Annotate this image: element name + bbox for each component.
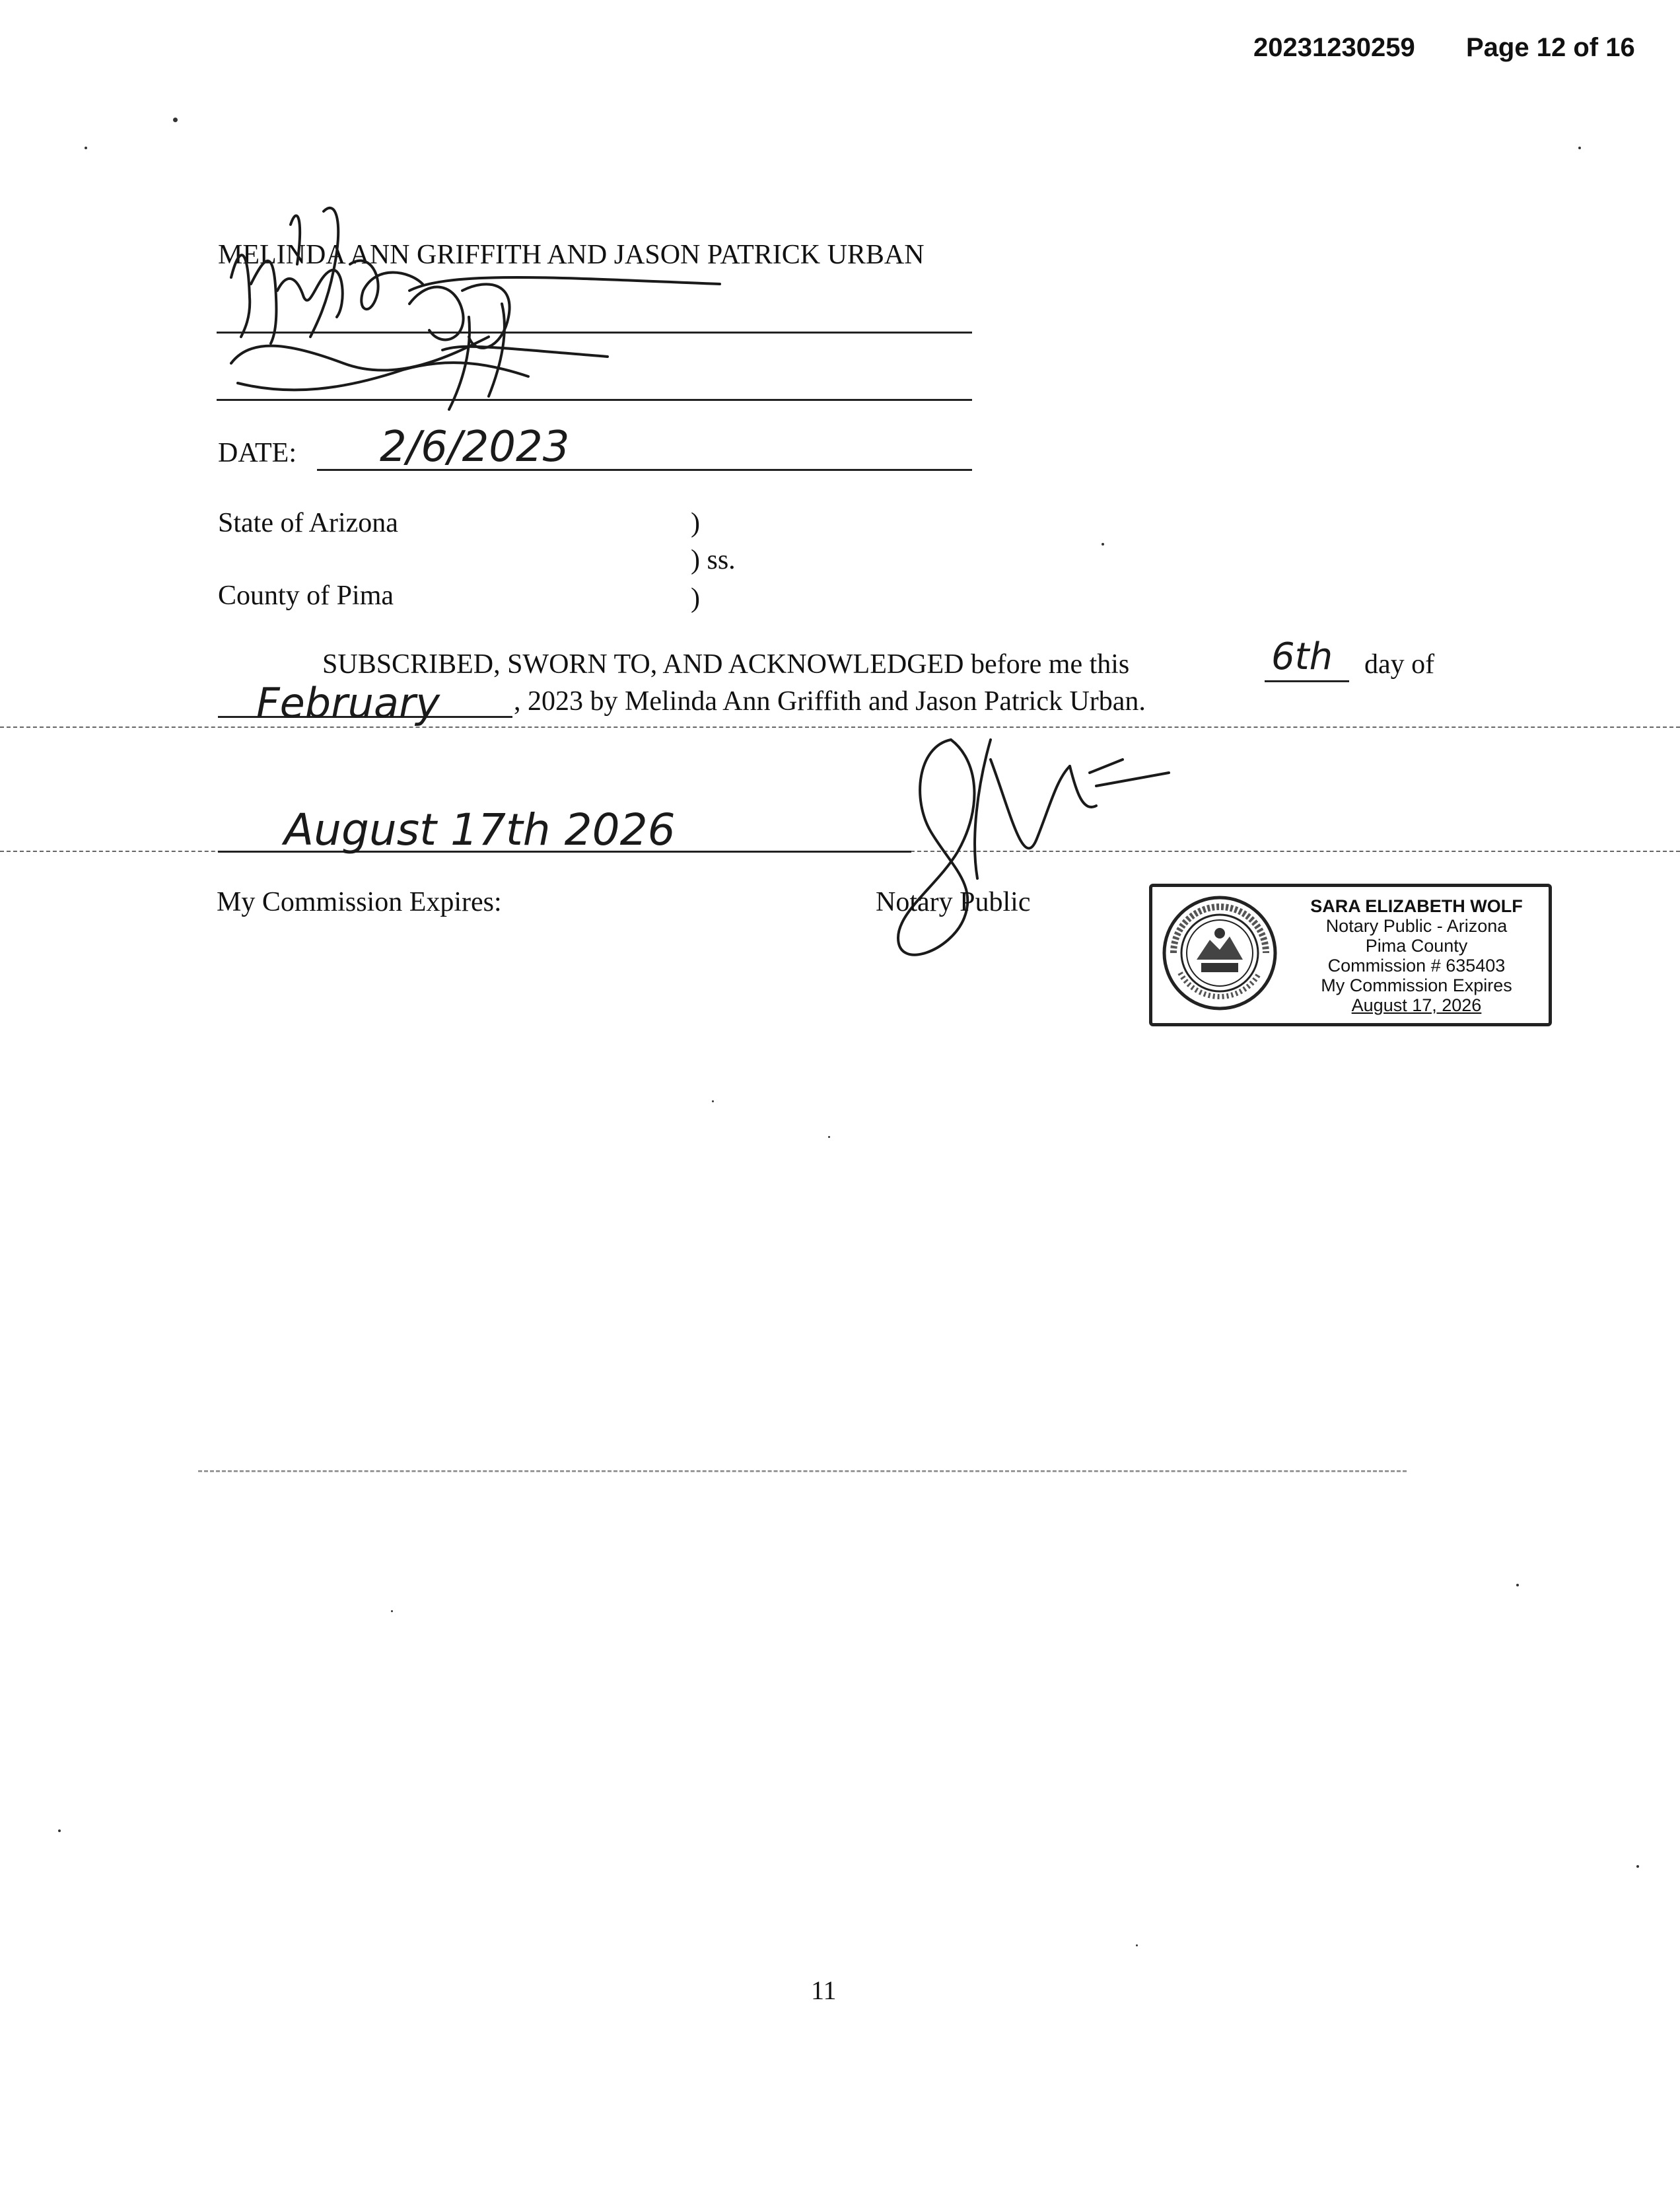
venue-paren-3: ) bbox=[691, 583, 700, 614]
footer-page-number: 11 bbox=[811, 1975, 837, 2005]
acknowledgment-text: SUBSCRIBED, SWORN TO, AND ACKNOWLEDGED before me this bbox=[322, 649, 1130, 680]
scan-speck bbox=[1136, 1944, 1138, 1946]
venue-county: County of Pima bbox=[218, 581, 394, 611]
scan-speck bbox=[85, 147, 87, 149]
scan-speck bbox=[828, 1136, 830, 1138]
signatory-names: MELINDA ANN GRIFFITH AND JASON PATRICK URBAN bbox=[218, 240, 925, 270]
acknowledgment-year-names: , 2023 by Melinda Ann Griffith and Jason Patrick Urban. bbox=[514, 686, 1146, 717]
stamp-county: Pima County bbox=[1365, 936, 1468, 956]
venue-ss: ) ss. bbox=[691, 545, 736, 575]
page-indicator: Page 12 of 16 bbox=[1466, 33, 1635, 62]
commission-expires-handwritten: August 17th 2026 bbox=[284, 804, 676, 855]
day-line bbox=[1265, 680, 1349, 682]
stamp-expires-date: August 17, 2026 bbox=[1351, 995, 1482, 1015]
notary-stamp bbox=[1149, 884, 1552, 1026]
scan-speck bbox=[58, 1829, 61, 1832]
scan-speck bbox=[173, 118, 178, 122]
arizona-seal-icon bbox=[1160, 894, 1279, 1012]
date-label: DATE: bbox=[218, 438, 297, 468]
scan-speck bbox=[391, 1610, 393, 1612]
venue-state: State of Arizona bbox=[218, 508, 398, 538]
scan-speck bbox=[1102, 543, 1104, 546]
commission-expires-label: My Commission Expires: bbox=[217, 887, 502, 917]
stamp-name: SARA ELIZABETH WOLF bbox=[1310, 896, 1523, 916]
venue-paren-1: ) bbox=[691, 508, 700, 538]
scan-speck bbox=[1578, 147, 1581, 149]
day-handwritten: 6th bbox=[1271, 635, 1333, 678]
notary-public-label: Notary Public bbox=[876, 887, 1031, 917]
stamp-expires-label: My Commission Expires bbox=[1321, 975, 1512, 995]
month-handwritten: February bbox=[256, 679, 440, 727]
date-handwritten: 2/6/2023 bbox=[380, 423, 570, 472]
stamp-title: Notary Public - Arizona bbox=[1325, 916, 1508, 936]
document-number: 20231230259 bbox=[1253, 33, 1415, 62]
signatory-signature bbox=[211, 198, 740, 416]
scan-artifact-line bbox=[198, 1470, 1407, 1472]
scan-speck bbox=[1636, 1865, 1639, 1868]
scan-artifact-line bbox=[0, 727, 1680, 728]
acknowledgment-day-of: day of bbox=[1364, 649, 1435, 680]
stamp-commission-number: Commission # 635403 bbox=[1327, 956, 1506, 975]
scan-speck bbox=[1516, 1584, 1519, 1586]
scan-speck bbox=[712, 1100, 714, 1102]
